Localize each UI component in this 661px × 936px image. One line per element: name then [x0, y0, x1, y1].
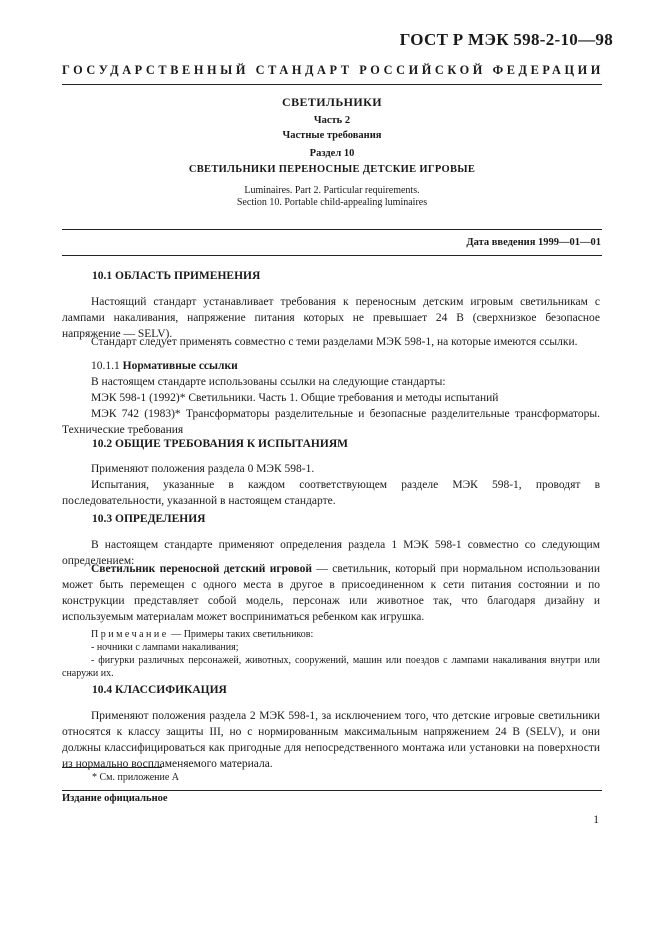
paragraph: Настоящий стандарт устанавливает требования к переносным детским игровым светильникам с лампами накаливания, напряжение питания которых не превышает 24 В (сверхнизкое безопасное напряжение — SELV).: [62, 296, 600, 340]
reference-item: МЭК 598-1 (1992)* Светильники. Часть 1. Общие требования и методы испытаний: [91, 392, 499, 404]
header-divider: [62, 84, 602, 85]
part-label: Часть 2: [313, 115, 351, 126]
english-title-line-2: Section 10. Portable child-appealing luminaires: [236, 197, 428, 208]
section-heading-10-2: 10.2 ОБЩИЕ ТРЕБОВАНИЯ К ИСПЫТАНИЯМ: [92, 438, 348, 450]
english-title-line-1: Luminaires. Part 2. Particular requirements.: [244, 185, 420, 196]
defined-term: Светильник переносной детский игровой: [91, 563, 313, 575]
requirements-label: Частные требования: [282, 130, 382, 141]
introduction-date: Дата введения 1999—01—01: [466, 237, 601, 248]
paragraph: В настоящем стандарте использованы ссылки на следующие стандарты:: [91, 376, 446, 388]
state-standard-title: ГОСУДАРСТВЕННЫЙ СТАНДАРТ РОССИЙСКОЙ ФЕДЕРАЦИИ: [62, 63, 604, 77]
footer-divider: [62, 790, 602, 791]
definition-text: — светильник, который при нормальном использовании может быть перемещен с одного места в другое в присоединенном к сети питания состоянии и по конструкции представляет собой модель, персонаж или животное так, что благодаря дизайну и используемым материалам может восприниматься ребенком как игрушка.: [62, 563, 600, 623]
section-heading-10-3: 10.3 ОПРЕДЕЛЕНИЯ: [92, 513, 206, 525]
date-divider: [62, 255, 602, 256]
paragraph: В настоящем стандарте применяют определения раздела 1 МЭК 598-1 совместно со следующим определением:: [62, 539, 600, 567]
note-item: - фигурки различных персонажей, животных, сооружений, машин или поездов с лампами накаливания внутри или снаружи их.: [62, 655, 600, 679]
subsection-heading: [62, 358, 600, 374]
paragraph: Применяют положения раздела 2 МЭК 598-1, за исключением того, что детские игровые светильники относятся к классу защиты III, но с нормированным максимальным напряжением 24 В (SELV), и они должны классифицироваться как пригодные для непосредственного монтажа или установки на поверхности из нормально воспламеняемого материала.: [62, 710, 600, 770]
subsection-number: 10.1.1: [91, 360, 120, 372]
official-edition-label: Издание официальное: [62, 793, 168, 804]
reference-item: МЭК 742 (1983)* Трансформаторы разделительные и безопасные разделительные трансформаторы. Технические требования: [62, 408, 600, 436]
title-divider: [62, 229, 602, 230]
subject-title: СВЕТИЛЬНИКИ ПЕРЕНОСНЫЕ ДЕТСКИЕ ИГРОВЫЕ: [188, 164, 476, 175]
note-label: Примечание: [91, 629, 169, 640]
note: [62, 628, 600, 641]
page-number: 1: [593, 814, 599, 826]
note-item: - ночники с лампами накаливания;: [91, 642, 239, 653]
note-text: — Примеры таких светильников:: [168, 629, 314, 640]
definition-paragraph: [62, 561, 600, 625]
paragraph: Стандарт следует применять совместно с теми разделами МЭК 598-1, на которые имеются ссылки.: [91, 336, 578, 348]
standard-code: ГОСТ Р МЭК 598-2-10—98: [399, 30, 613, 49]
footnote-divider: [62, 767, 162, 768]
document-title: СВЕТИЛЬНИКИ: [282, 95, 382, 109]
paragraph: Испытания, указанные в каждом соответствующем разделе МЭК 598-1, проводят в последовательности, указанной в настоящем стандарте.: [62, 479, 600, 507]
section-heading-10-4: 10.4 КЛАССИФИКАЦИЯ: [92, 684, 227, 696]
paragraph: Применяют положения раздела 0 МЭК 598-1.: [91, 463, 315, 475]
subsection-title: Нормативные ссылки: [122, 360, 238, 372]
section-heading-10-1: 10.1 ОБЛАСТЬ ПРИМЕНЕНИЯ: [92, 270, 261, 282]
section-label: Раздел 10: [309, 148, 355, 159]
footnote: * См. приложение А: [92, 772, 180, 783]
